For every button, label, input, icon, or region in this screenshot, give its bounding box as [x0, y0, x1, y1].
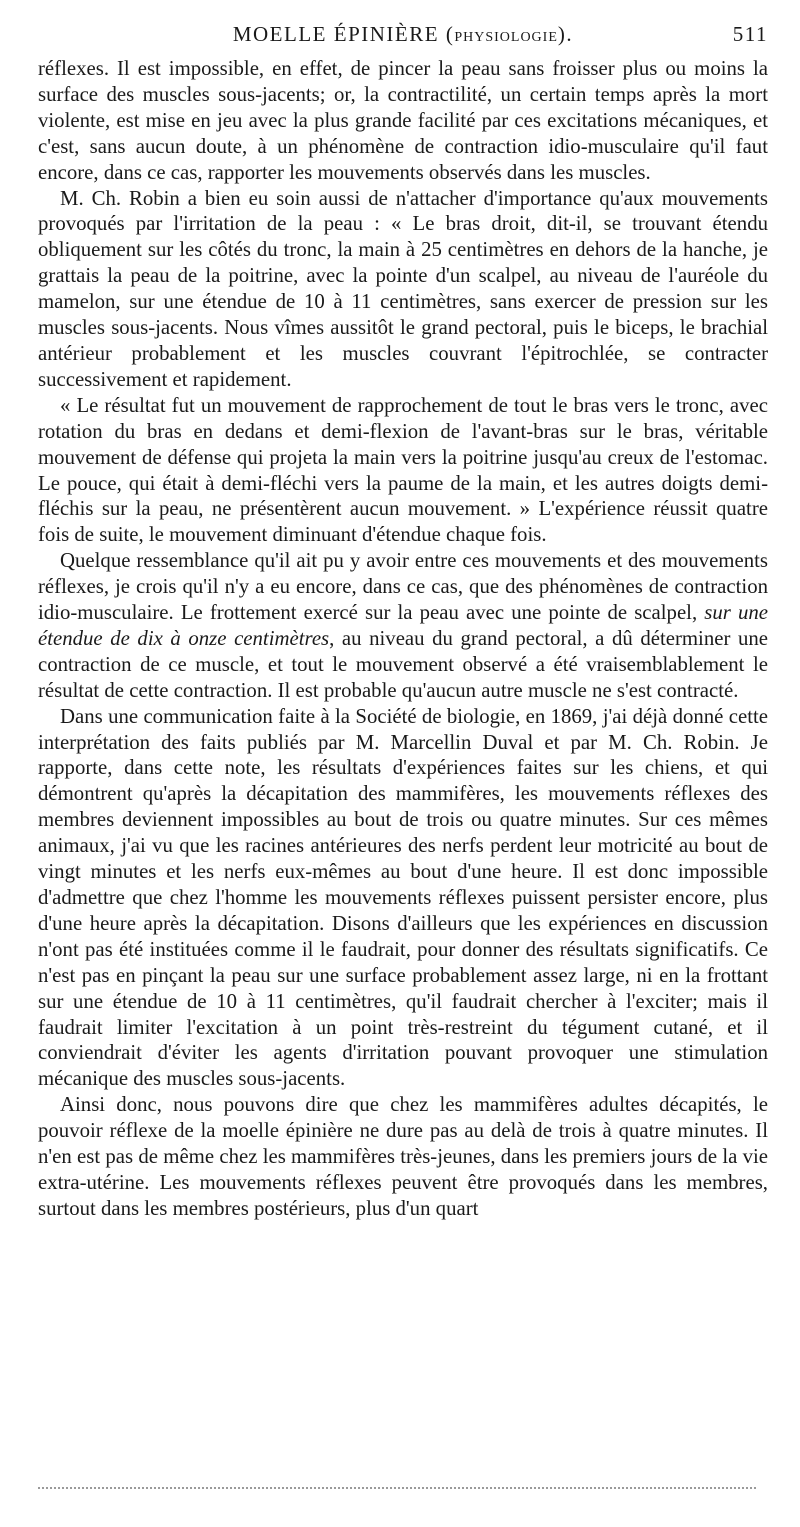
text-segment: , au niveau du grand pectoral, a dû déterminer une contraction de ce muscle, et tout le mouvement observé a été vraisemblablement le résultat de cette contraction. Il est probable qu'aucun autre muscle ne s'est contracté.: [38, 626, 768, 702]
paragraph: [38, 548, 768, 703]
text-segment: réflexes. Il est impossible, en effet, de pincer la peau sans froisser plus ou moins la surface des muscles sous-jacents; or, la contractilité, un certain temps après la mort violente, est mise en jeu avec la plus grande facilité par ces excitations mécaniques, et c'est, sans aucun doute, à un phénomène de contraction idio-musculaire qu'il faut encore, dans ce cas, rapporter les mouvements observés dans les muscles.: [38, 57, 768, 184]
page-number: 511: [732, 22, 768, 46]
running-title-sub-wrapper: (PHYSIOLOGIE).: [445, 22, 574, 46]
book-page: [38, 22, 768, 1222]
text-segment: Ainsi donc, nous pouvons dire que chez les mammifères adultes décapités, le pouvoir réflexe de la moelle épinière ne dure pas au delà de trois à quatre minutes. Il n'en est pas de même chez les mammifères très-jeunes, dans les premiers jours de la vie extra-utérine. Les mouvements réflexes peuvent être provoqués dans les membres, surtout dans les membres postérieurs, plus d'un quart: [38, 1093, 768, 1220]
running-header: [38, 22, 768, 56]
paragraph: [38, 186, 768, 393]
paragraph: [38, 393, 768, 548]
text-segment: Dans une communication faite à la Société de biologie, en 1869, j'ai déjà donné cette interprétation des faits publiés par M. Marcellin Duval et par M. Ch. Robin. Je rapporte, dans cette note, les résultats d'expériences faites sur les chiens, et qui démontrent qu'après la décapitation des mammifères, les mouvements réflexes des membres deviennent impossibles au bout de trois ou quatre minutes. Sur ces mêmes animaux, j'ai vu que les racines antérieures des nerfs perdent leur motricité au bout de vingt minutes et les nerfs eux-mêmes au bout d'une heure. Il est donc impossible d'admettre que chez l'homme les mouvements réflexes puissent persister encore, plus d'une heure après la décapitation. Disons d'ailleurs que les expériences en discussion n'ont pas été instituées comme il le faudrait, pour donner des résultats significatifs. Ce n'est pas en pinçant la peau sur une surface probablement assez large, ni en la frottant sur une étendue de 10 à 11 centimètres, qu'il faudrait chercher à l'exciter; mais il faudrait limiter l'excitation à un point très-restreint du tégument cutané, et il conviendrait d'éviter les agents d'irritation pouvant provoquer une stimulation mécanique des muscles sous-jacents.: [38, 704, 768, 1091]
paragraph: [38, 56, 768, 186]
italic-segment: sur une étendue de dix à onze centimètres: [38, 601, 769, 650]
running-title-sub: PHYSIOLOGIE: [454, 30, 558, 45]
text-segment: Quelque ressemblance qu'il ait pu y avoir entre ces mouvements et des mouvements réflexes, je crois qu'il n'y a eu encore, dans ce cas, que des phénomènes de contraction idio-musculaire. Le frottement exercé sur la peau avec une pointe de scalpel,: [38, 549, 768, 625]
footer-rule: [38, 1487, 756, 1489]
running-title-main: MOELLE ÉPINIÈRE: [232, 22, 440, 46]
running-title: [38, 22, 768, 47]
text-segment: « Le résultat fut un mouvement de rapprochement de tout le bras vers le tronc, avec rotation du bras en dedans et demi-flexion de l'avant-bras sur le bras, véritable mouvement de défense qui projeta la main vers la poitrine jusqu'au creux de l'estomac. Le pouce, qui était à demi-fléchi vers la paume de la main, et les autres doigts demi-fléchis sur la peau, ne présentèrent aucun mouvement. » L'expérience réussit quatre fois de suite, le mouvement diminuant d'étendue chaque fois.: [38, 393, 768, 547]
text-segment: M. Ch. Robin a bien eu soin aussi de n'attacher d'importance qu'aux mouvements provoqués par l'irritation de la peau : « Le bras droit, dit-il, se trouvant étendu obliquement sur les côtés du tronc, la main à 25 centimètres en dehors de la hanche, je grattais la peau de la poitrine, avec la pointe d'un scalpel, au niveau de l'auréole du mamelon, sur une étendue de 10 à 11 centimètres, sans exercer de pression sur les muscles sous-jacents. Nous vîmes aussitôt le grand pectoral, puis le biceps, le brachial antérieur probablement et les muscles couvrant l'épitrochlée, se contracter successivement et rapidement.: [38, 186, 768, 391]
paragraph: [38, 704, 768, 1093]
paragraph: [38, 1092, 768, 1222]
body-text: [38, 56, 768, 1222]
